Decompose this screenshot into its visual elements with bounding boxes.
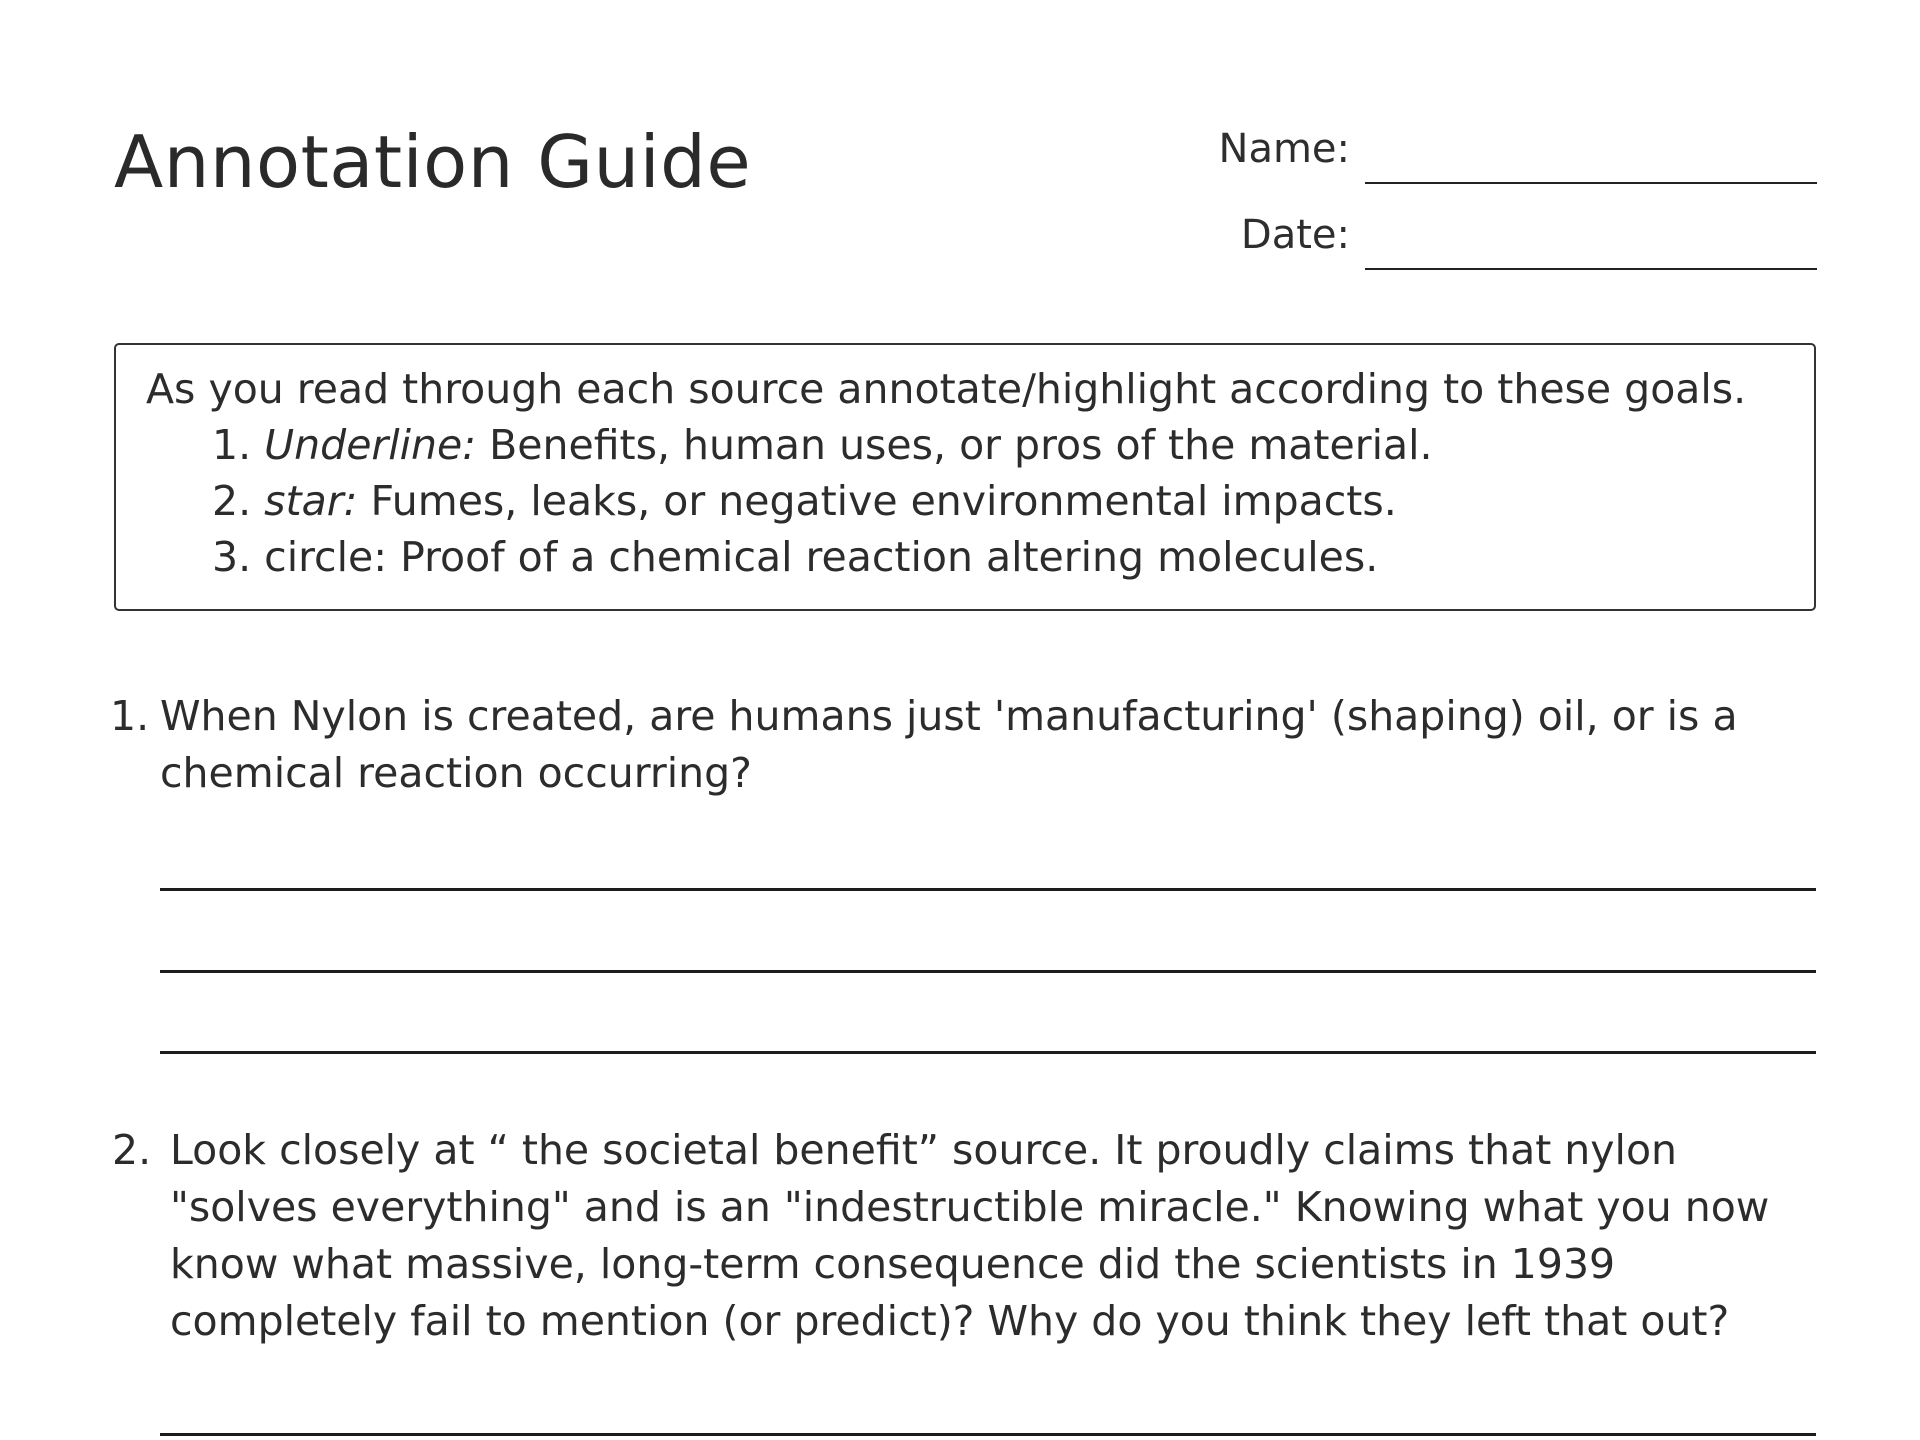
- instructions-box: [114, 343, 1816, 611]
- answer-line[interactable]: [160, 1433, 1816, 1436]
- instruction-number: 2.: [212, 477, 252, 525]
- instruction-emphasis: star:: [264, 477, 358, 525]
- question-number: 2.: [112, 1126, 152, 1174]
- instruction-text: Fumes, leaks, or negative environmental impacts.: [357, 477, 1397, 525]
- question-text: When Nylon is created, are humans just 'manufacturing' (shaping) oil, or is a chemical reaction occurring?: [160, 692, 1738, 797]
- question-text: Look closely at “ the societal benefit” source. It proudly claims that nylon "solves everything" and is an "indestructible miracle." Knowing what you now know what massive, long-term consequence did the scientists in 1939 completely fail to mention (or predict)? Why do you think they left that out?: [170, 1126, 1770, 1345]
- instruction-text: Benefits, human uses, or pros of the material.: [476, 421, 1433, 469]
- instruction-emphasis: Underline:: [264, 421, 477, 469]
- question-number: 1.: [110, 692, 150, 740]
- answer-line[interactable]: [160, 970, 1816, 973]
- instructions-intro: As you read through each source annotate/highlight according to these goals.: [146, 365, 1747, 413]
- name-field[interactable]: [1365, 182, 1817, 184]
- answer-line[interactable]: [160, 1051, 1816, 1054]
- instruction-number: 1.: [212, 421, 252, 469]
- answer-line[interactable]: [160, 888, 1816, 891]
- date-field[interactable]: [1365, 268, 1817, 270]
- instruction-text: circle: Proof of a chemical reaction altering molecules.: [264, 533, 1379, 581]
- instruction-item: [212, 477, 1397, 525]
- instruction-item: [212, 421, 1433, 469]
- name-label: Name:: [1218, 126, 1350, 172]
- page-title: Annotation Guide: [114, 120, 752, 204]
- instruction-number: 3.: [212, 533, 252, 581]
- instruction-item: [212, 533, 1378, 581]
- date-label: Date:: [1240, 212, 1350, 258]
